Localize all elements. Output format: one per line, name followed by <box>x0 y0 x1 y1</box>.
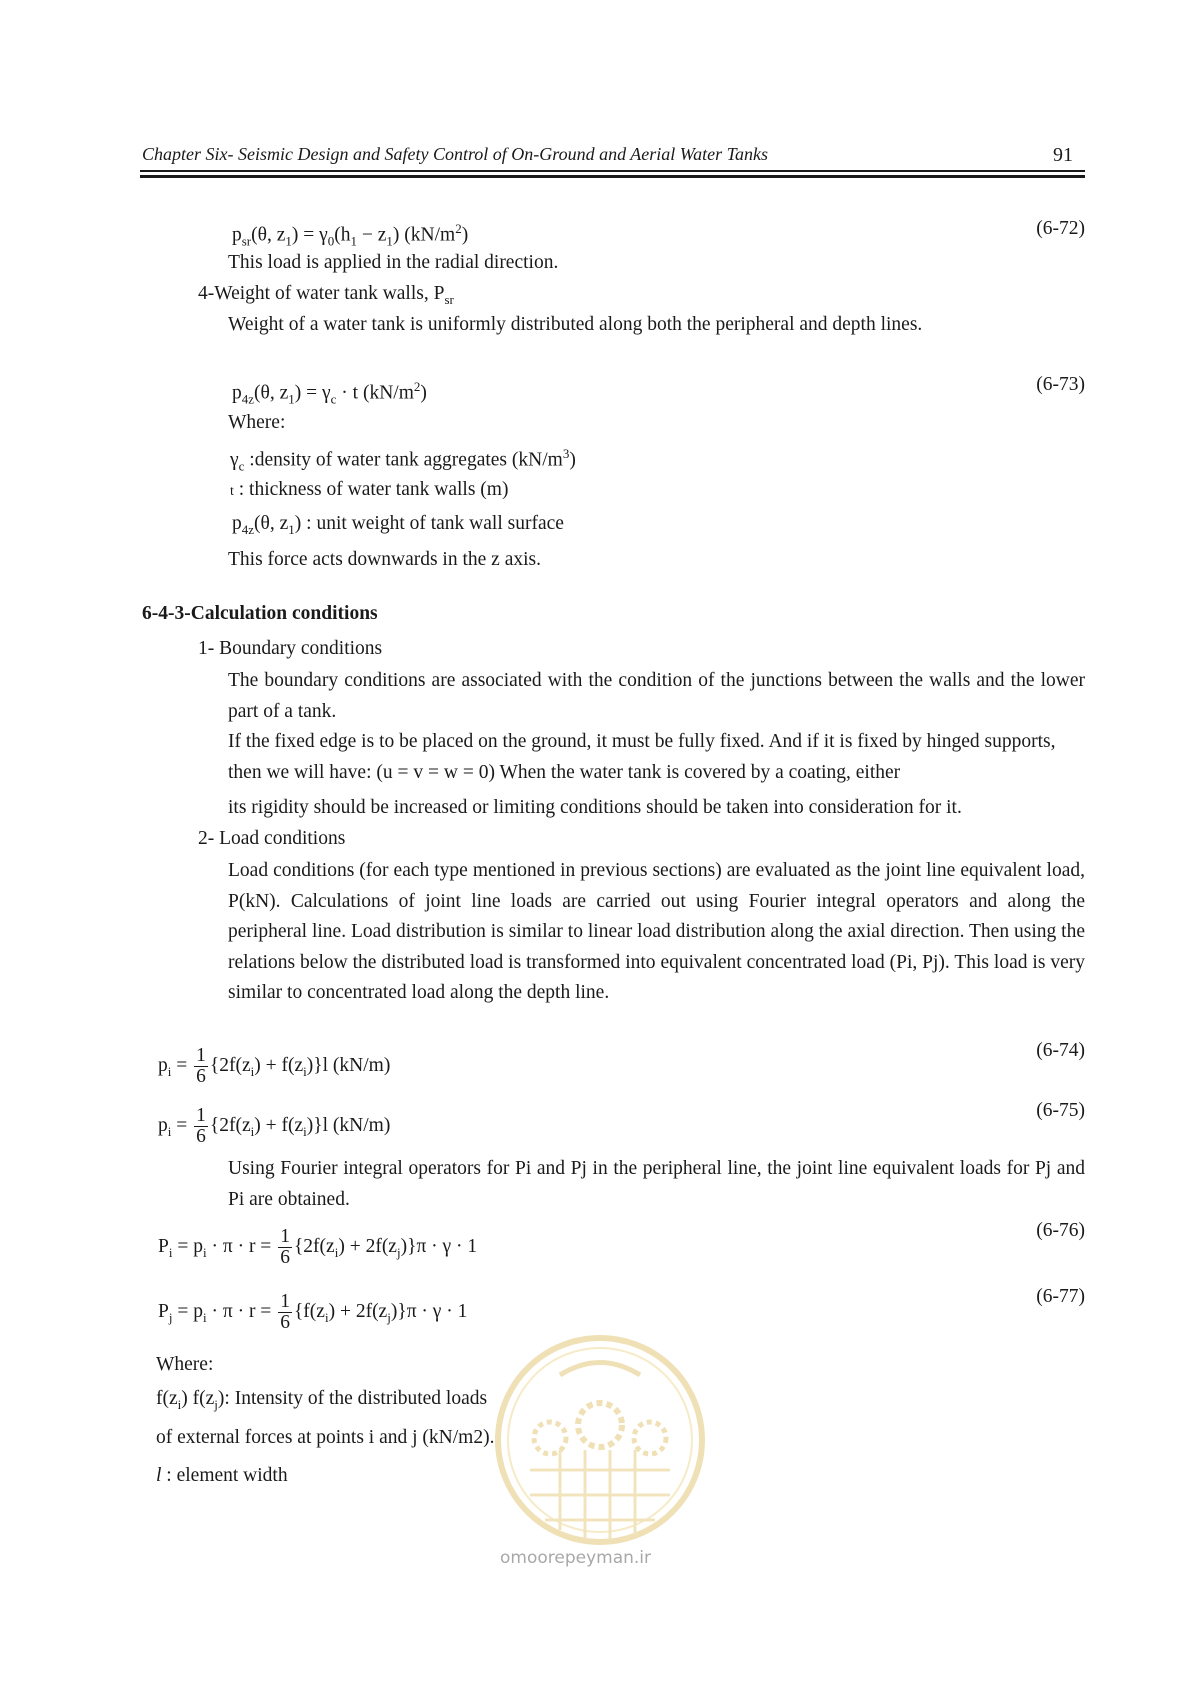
paragraph-fourier: Using Fourier integral operators for Pi and Pj in the peripheral line, the joint line equivalent loads for Pj and Pi are obtained. <box>228 1158 1085 1210</box>
list-item-4 <box>198 281 454 313</box>
equation-number: (6-75) <box>1036 1100 1085 1121</box>
fixed-condition-math: (u = v = w = 0) <box>376 761 495 783</box>
definition-p4z: $p_{4z}(\theta$, $z_1$) : unit weight of tank wall surface <box>232 513 564 537</box>
text-line: This force acts downwards in the z axis. <box>228 549 541 570</box>
equation-number: (6-72) <box>1036 218 1085 239</box>
equation-number: (6-77) <box>1036 1286 1085 1307</box>
definition-f-continued: of external forces at points i and j (kN/m2). <box>156 1427 495 1448</box>
chapter-title: Chapter Six- Seismic Design and Safety Control of On-Ground and Aerial Water Tanks <box>142 144 768 164</box>
subscript: sr <box>444 291 454 307</box>
equation-6-76: $P_i = p_i \cdot \pi \cdot r$ = $\frac{1}{6}$ $\{2f(z_i) + 2f(z_j)\}\pi \cdot \gamma \cdot 1$ <box>158 1226 478 1268</box>
closing-paren: ) <box>569 449 576 471</box>
list-item-label: 4-Weight of water tank walls, P <box>198 283 445 304</box>
watermark-logo <box>490 1330 710 1550</box>
equation-6-73: $p_{4z}(\theta$, $z_1) = \gamma_c \cdot t$ $(kN/m^2)$ <box>232 379 427 407</box>
definition-t: t : thickness of water tank walls (m) <box>230 479 509 500</box>
paragraph-boundary-2 <box>228 727 1085 788</box>
equation-6-77: $P_j = p_i \cdot \pi \cdot r$ = $\frac{1}{6}$ $\{f(z_i) + 2f(z_j)\}\pi \cdot \gamma \cdot 1$ <box>158 1291 468 1333</box>
paragraph-text: If the fixed edge is to be placed on the ground, it must be fully fixed. And if it is fixed by hinged supports, then we will have: <box>228 731 1056 783</box>
definition-text: :density of water tank aggregates (kN/m <box>249 449 563 471</box>
page-number: 91 <box>1053 144 1073 166</box>
definition-gamma: $\gamma_c$ :density of water tank aggregates $(kN/m^3)$ <box>230 446 576 474</box>
equation-6-72: $p_{sr}(\theta$, $z_1) = \gamma_0(h_1 - z_1)$ $(kN/m^2)$ <box>232 221 469 249</box>
paragraph-text: When the water tank is covered by a coating, either <box>499 761 901 783</box>
superscript: 3 <box>562 446 570 461</box>
section-heading: 6-4-3-Calculation conditions <box>142 603 378 624</box>
definition-l: l : element width <box>156 1465 288 1486</box>
equation-number: (6-73) <box>1036 374 1085 395</box>
equation-6-75: $p_i$ = $\frac{1}{6}$ $\{2f(z_i) + f(z_i)\}l$ (kN/m) <box>158 1105 391 1147</box>
paragraph-boundary-3: its rigidity should be increased or limiting conditions should be taken into consideration for it. <box>228 797 962 818</box>
list-item-2: 2- Load conditions <box>198 828 346 849</box>
text-line: Weight of a water tank is uniformly distributed along both the peripheral and depth lines. <box>228 314 923 335</box>
header-rule-thin <box>140 170 1085 172</box>
definition-text: : element width <box>166 1465 288 1486</box>
definition-f: $f(z_i)$ $f(z_j)$: Intensity of the distributed loads <box>156 1388 488 1412</box>
definition-text: : thickness of water tank walls (m) <box>238 479 509 500</box>
equation-6-74: $p_i$ = $\frac{1}{6}$ $\{2f(z_i) + f(z_i)\}l$ (kN/m) <box>158 1045 391 1087</box>
subscript: c <box>238 458 245 474</box>
running-header <box>142 140 1087 170</box>
where-label: Where: <box>228 412 286 433</box>
paragraph-boundary-1: The boundary conditions are associated with the condition of the junctions between the walls and the lower part of a tank. <box>228 670 1085 722</box>
paragraph-load: Load conditions (for each type mentioned in previous sections) are evaluated as the joint line equivalent load, P(kN). Calculations of joint line loads are carried out using Fourier integral operators and along the peripheral line. Load distribution is similar to linear load distribution along the axial direction. Then using the relations below the distributed load is transformed into equivalent concentrated load (Pi, Pj). This load is very similar to concentrated load along the depth line. <box>228 860 1085 1003</box>
definition-text: : Intensity of the distributed loads <box>224 1388 488 1409</box>
equation-number: (6-74) <box>1036 1040 1085 1061</box>
list-item-1: 1- Boundary conditions <box>198 638 383 659</box>
watermark-text: omoorepeyman.ir <box>500 1548 652 1568</box>
where-label: Where: <box>156 1354 214 1375</box>
definition-text: : unit weight of tank wall surface <box>306 513 564 534</box>
header-rule-thick <box>140 175 1085 178</box>
text-line: This load is applied in the radial direction. <box>228 252 559 273</box>
equation-number: (6-76) <box>1036 1220 1085 1241</box>
